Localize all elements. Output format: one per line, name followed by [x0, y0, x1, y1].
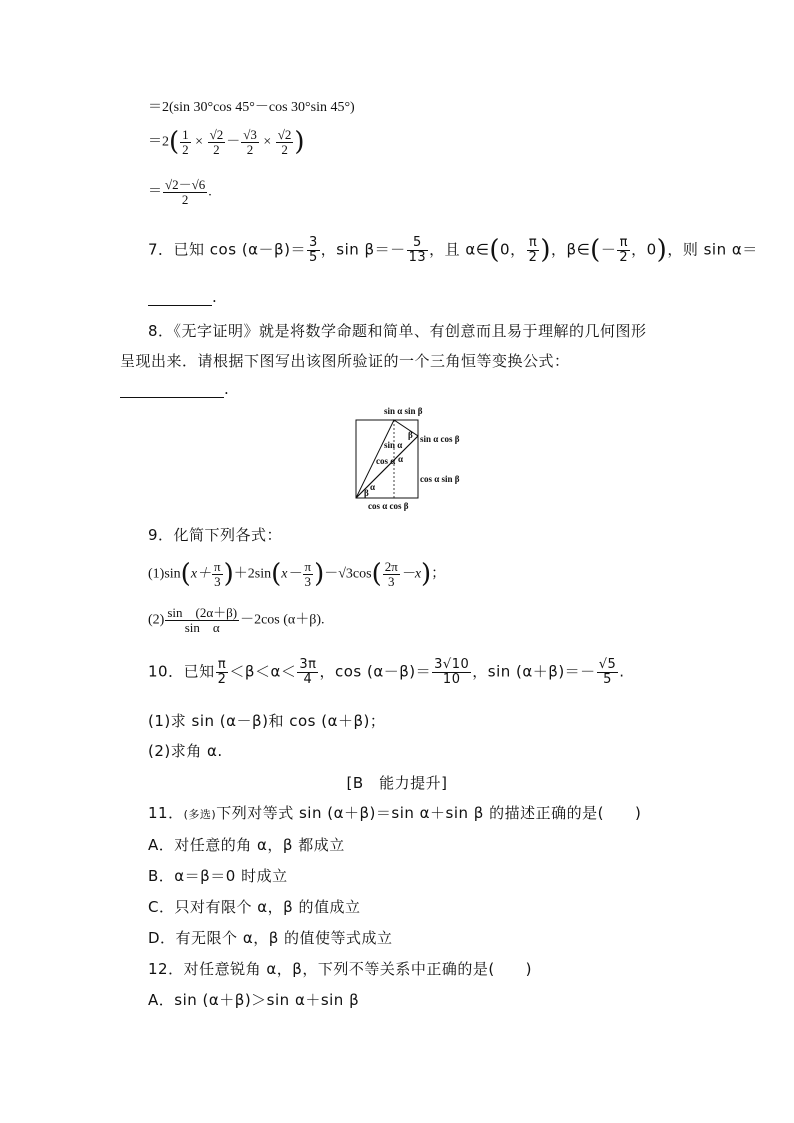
paren-close: ): [294, 127, 305, 158]
equals-sign: ＝: [148, 184, 162, 200]
label-right-1: sin α cos β: [420, 434, 460, 444]
paren-open: (: [489, 235, 501, 266]
paren-close: ): [223, 559, 234, 590]
label-beta-2: β: [364, 488, 369, 498]
fraction: $\frac{1}{2}$: [182, 127, 189, 157]
derivation-line-3: [148, 178, 212, 206]
label-right-2: cos α sin β: [420, 474, 460, 484]
question-11-option-b[interactable]: B．α＝β＝0 时成立: [148, 867, 288, 885]
question-11-option-a[interactable]: A．对任意的角 α，β 都成立: [148, 836, 345, 854]
fraction: $\frac{√2}{2}$: [277, 127, 292, 157]
fraction: $\frac{√5}{5}$: [598, 657, 617, 687]
label-alpha-2: α: [398, 454, 404, 464]
label-inner-1: sin α: [384, 440, 403, 450]
fraction: $\frac{2\pi}{3}$: [384, 559, 398, 589]
paren-close: ): [656, 235, 668, 266]
label-top: sin α sin β: [384, 406, 423, 416]
question-10-part-1: (1)求 sin (α－β)和 cos (α＋β)；: [148, 712, 386, 730]
fraction: $\frac{5}{13}$: [408, 235, 427, 265]
question-9-part-2: (2) $\frac{\sin (2\alpha+\beta)}{\text{sin α}}$ －2cos (α＋β).: [148, 605, 325, 635]
derivation-line-2: [148, 128, 305, 156]
question-12-option-a[interactable]: A．sin (α＋β)＞sin α＋sin β: [148, 991, 360, 1009]
paren-close: ): [314, 559, 325, 590]
paren-open: (: [180, 559, 191, 590]
q7-answer-blank[interactable]: [148, 291, 212, 306]
question-7: 7．已知 cos (α－β)＝ $\frac{3}{5}$ ，sin β＝－ $\frac{5}{13}$ ，且 α∈(0， $\frac{\pi}{2}$ )，β∈(－ $\frac{\pi}{2}$ ，0)，则 sin α＝: [148, 235, 758, 266]
multi-choice-tag: (多选): [183, 808, 217, 821]
paren-open: (: [271, 559, 282, 590]
fraction: $\frac{√2}{2}$: [209, 127, 224, 157]
label-inner-2: cos α: [376, 456, 396, 466]
fraction: $\frac{\sin (2\alpha+\beta)}{\text{sin α}}$: [167, 605, 238, 635]
minus-sign: －: [226, 134, 241, 150]
paren-open: (: [169, 127, 180, 158]
fraction: $\frac{\pi}{3}$: [214, 559, 221, 589]
fraction: $\frac{\pi}{2}$: [528, 235, 538, 265]
fraction: $\frac{\pi}{3}$: [304, 559, 312, 589]
label-bottom: cos α cos β: [368, 501, 409, 511]
question-11-option-d[interactable]: D．有无限个 α，β 的值使等式成立: [148, 929, 393, 947]
q8-answer-line: .: [120, 380, 229, 398]
question-11-stem: 11．(多选)下列对等式 sin (α＋β)＝sin α＋sin β 的描述正确的是( ): [148, 804, 642, 822]
fraction: $\frac{3}{5}$: [308, 235, 318, 265]
fraction: $\frac{√2-√6}{2}$: [165, 177, 206, 207]
fraction: $\frac{\pi}{2}$: [217, 657, 227, 687]
paren-close: ): [540, 235, 552, 266]
proof-without-words-figure: [340, 398, 490, 514]
question-9-part-1: (1)sin(x＋ $\frac{\pi}{3}$ )＋2sin(x－ $\frac{\pi}{3}$ )－√3cos( $\frac{2\pi}{3}$ －x)；: [148, 559, 446, 590]
fraction: $\frac{\pi}{2}$: [619, 235, 629, 265]
question-8-line-1: 8．《无字证明》就是将数学命题和简单、有创意而且易于理解的几何图形: [148, 322, 647, 340]
question-12-stem: 12．对任意锐角 α，β，下列不等关系中正确的是( ): [148, 960, 533, 978]
fraction: $\frac{3\pi}{4}$: [299, 657, 317, 687]
label-beta-1: β: [408, 430, 413, 440]
paren-close: ): [421, 559, 432, 590]
q7-answer-line: .: [148, 288, 217, 306]
fraction: $\frac{3√10}{10}$: [434, 657, 470, 687]
label-alpha-1: α: [370, 482, 376, 492]
fraction: $\frac{√3}{2}$: [243, 127, 257, 157]
derivation-line-1: ＝2(sin 30°cos 45°－cos 30°sin 45°): [148, 100, 355, 115]
question-9-title: 9．化简下列各式：: [148, 526, 283, 544]
q8-answer-blank[interactable]: [120, 383, 224, 398]
paren-open: (: [371, 559, 382, 590]
times-sign: ×: [195, 134, 204, 150]
question-10-part-2: (2)求角 α.: [148, 742, 223, 760]
section-b-heading: [B 能力提升]: [346, 774, 448, 792]
question-11-option-c[interactable]: C．只对有限个 α，β 的值成立: [148, 898, 361, 916]
times-sign: ×: [263, 134, 272, 150]
period: .: [208, 184, 212, 200]
question-8-line-2: 呈现出来．请根据下图写出该图所验证的一个三角恒等变换公式：: [120, 352, 570, 370]
derivation-l2-prefix: ＝2: [148, 134, 169, 150]
paren-open: (: [590, 235, 601, 266]
question-10: 10．已知 $\frac{\pi}{2}$ ＜β＜α＜ $\frac{3\pi}{4}$ ，cos (α－β)＝ $\frac{3√10}{10}$ ，sin (α＋β)＝－ $\frac{√5}{5}$ .: [148, 657, 625, 687]
